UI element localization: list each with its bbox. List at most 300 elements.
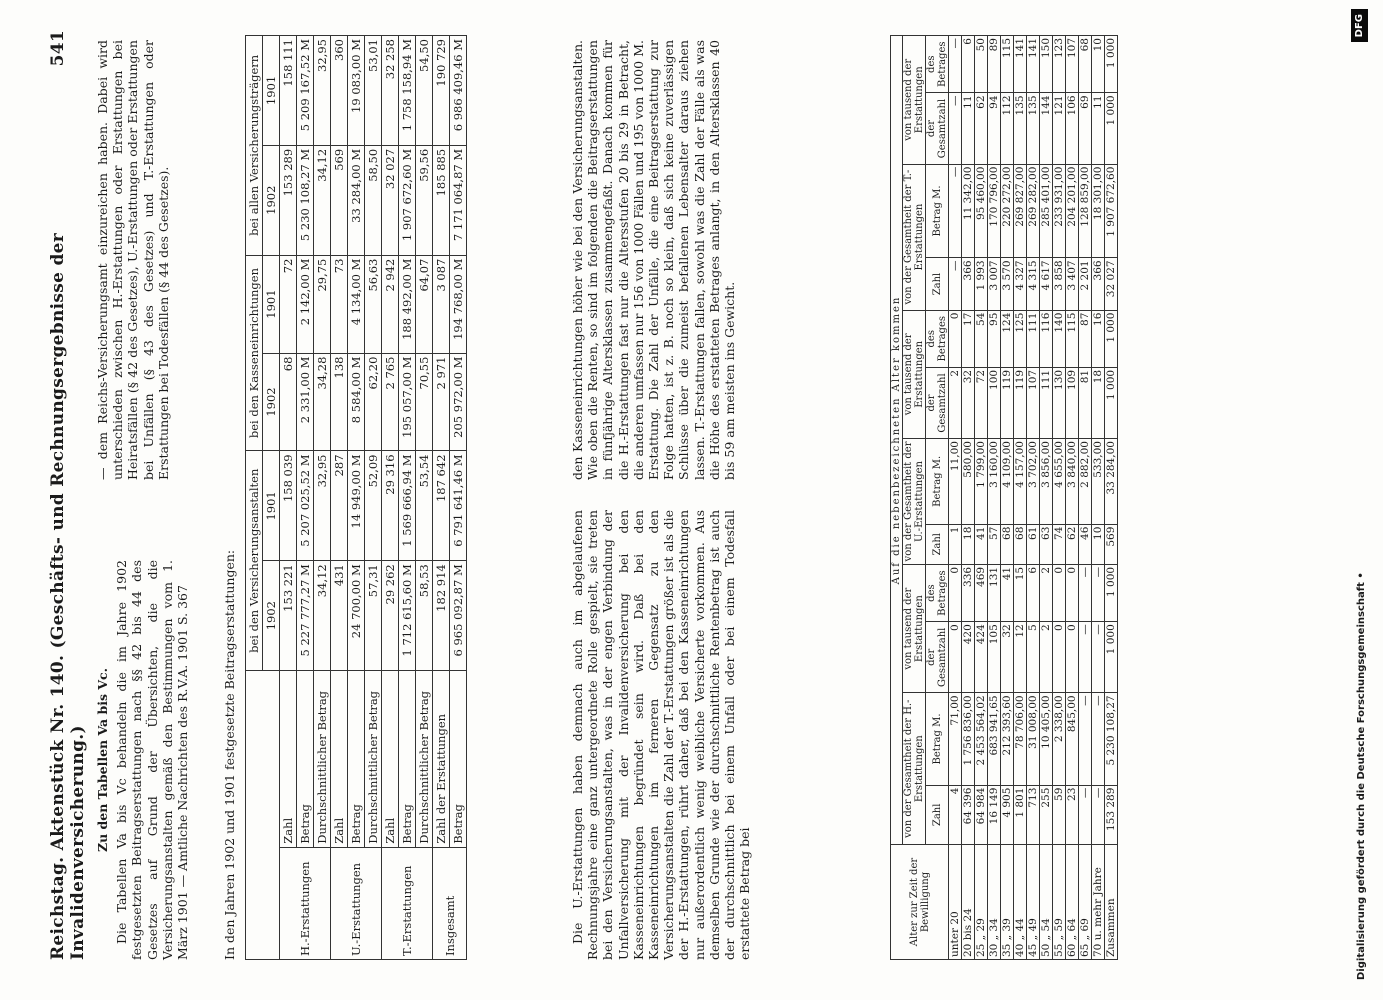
t1-cell: 4 134,00 M [348,255,365,353]
t2-cell: 95 460,00 [975,164,988,258]
credit-text: Digitalisierung gefördert durch die Deutsche Forschungsgemeinschaft • [1356,572,1367,980]
t2-cell: 95 [988,310,1001,367]
t1-cell: 5 227 777,27 M [297,561,314,671]
t2-cell: 170 796,00 [988,164,1001,258]
t2-cell: 4 905 [1001,785,1014,844]
t2-cell: 100 [988,367,1001,438]
t2-cell: 135 [1014,93,1027,164]
t1-year: 1901 [263,36,280,146]
t2-group-header: von tausend der Erstattungen [903,310,926,438]
t2-cell: — [949,164,962,258]
t1-cell: 29 316 [382,451,399,561]
t2-cell: 50 [975,36,988,93]
t1-row-label: Betrag [450,671,467,848]
table-row [297,36,314,960]
t1-cell: 2 765 [382,353,399,451]
t2-cell: — [1092,693,1105,785]
t2-cell: 10 405,00 [1040,693,1053,785]
table-row [1040,36,1053,960]
table-row [1053,36,1066,960]
t2-cell: 1 907 672,60 [1105,164,1118,258]
t2-subheader: des Betrages [926,310,949,367]
intro-right-text: — dem Reichs-Versicherungsamt einzureichen haben. Dabei wird unterschieden zwischen H.-Erstattungen oder Erstattungen bei Heiratsfällen (§ 42 des Gesetzes), U.-Erstattungen oder Erstattungen bei Unfällen (§ 43 des Gesetzes) und T.-Erstattungen oder Erstattungen bei Todesfällen (§ 44 des Gesetzes). [95,40,171,480]
t1-group-label: U.-Erstattungen [331,847,382,959]
t2-cell: 204 201,00 [1066,164,1079,258]
t2-cell: 123 [1053,36,1066,93]
t2-cell: — [1092,785,1105,844]
t2-cell: 6 [1027,564,1040,621]
t1-cell: 1 569 666,94 M [399,451,416,561]
t1-corner [246,671,280,960]
t2-cell: 71,00 [949,693,962,785]
page-header [40,30,88,960]
t2-cell: 533,00 [1092,439,1105,525]
t2-body [949,36,1118,960]
t1-cell: 2 142,00 M [297,255,314,353]
t2-cell: 140 [1053,310,1066,367]
t2-group-header: von der Gesamtheit der U.-Erstattungen [903,439,926,565]
t2-cell: 41 [1001,564,1014,621]
header-title: Reichstag. Aktenstück Nr. 140. (Geschäfts- und Rechnungsergebnisse der Invalidenversicherung.) [48,232,88,960]
t2-cell: 116 [1040,310,1053,367]
t2-age-label: 35 „ 39 [1001,845,1014,960]
t2-title: Auf die nebenbezeichneten Alter kommen [891,36,903,845]
t2-cell: 3 570 [1001,258,1014,310]
t2-age-label: 50 „ 54 [1040,845,1053,960]
t1-cell: 205 972,00 M [450,353,467,451]
t1-cell: 54,50 [416,36,433,146]
t2-cell: 5 [1027,622,1040,693]
t1-cell: 57,31 [365,561,382,671]
t2-cell: 11 [962,93,975,164]
t2-cell: — [1079,564,1092,621]
t1-cell: 70,55 [416,353,433,451]
t1-cell: 52,09 [365,451,382,561]
t2-cell: 62 [975,93,988,164]
t2-subheader-row [926,36,949,960]
t1-group-header: bei den Kasseneinrichtungen [246,255,263,451]
t2-cell: 0 [1066,564,1079,621]
t2-cell: 3 007 [988,258,1001,310]
t2-cell: 424 [975,622,988,693]
t2-cell: 233 931,00 [1053,164,1066,258]
t2-subheader: Betrag M. [926,164,949,258]
t1-cell: 188 492,00 M [399,255,416,353]
t2-subheader: der Gesamtzahl [926,367,949,438]
t2-cell: 81 [1079,367,1092,438]
t2-cell: 2 338,00 [1053,693,1066,785]
paragraph-left [570,510,756,960]
t2-cell: 11 [1092,93,1105,164]
t2-cell: 255 [1040,785,1053,844]
t2-cell: 16 [1092,310,1105,367]
paragraph-right-text: den Kasseneinrichtungen höher wie bei den Versicherungsanstalten. Wie oben die Renten, so sind im folgenden die Beitragserstattungen in fünfjährige Altersklassen zusammengefaßt. Danach kommen für die H.-Erstattungen fast nur die Altersstufen 20 bis 29 in Betracht, die anderen umfassen nur 156 von 1000 Fällen und 195 von 1000 M. Erstattung. Die Zahl der Unfälle, die eine Beitragserstattung zur Folge hatten, ist z. B. noch so klein, daß sich keine zuverlässigen Schlüsse über die zumeist befallenen Lebensalter daraus ziehen lassen. T.-Erstattungen fallen, sowohl was die Zahl der Fälle als was die Höhe des erstatteten Betrages anlangt, in den Altersklassen 40 bis 59 am meisten ins Gewicht. [570,40,738,480]
t2-cell: 115 [1066,310,1079,367]
age-distribution-table [890,35,1118,960]
t2-cell: 713 [1027,785,1040,844]
table-row [1092,36,1105,960]
t2-cell: 61 [1027,524,1040,564]
t2-cell: 57 [988,524,1001,564]
t2-cell: 16 149 [988,785,1001,844]
t2-cell: 11 342,00 [962,164,975,258]
t2-cell: 569 [1105,524,1118,564]
t1-cell: 73 [331,255,348,353]
t2-cell: — [949,93,962,164]
t2-cell: 1 000 [1105,564,1118,621]
t1-cell: 153 289 [280,145,297,255]
t2-cell: — [1079,785,1092,844]
table-row [1066,36,1079,960]
t1-cell: 187 642 [433,451,450,561]
t1-group-label: T.-Erstattungen [382,847,433,959]
t2-cell: 2 201 [1079,258,1092,310]
t2-age-header: Alter zur Zeit der Bewilligung [891,845,949,960]
t2-cell: 109 [1066,367,1079,438]
table-row [331,36,348,960]
t2-cell: 63 [1040,524,1053,564]
t2-cell: 87 [1079,310,1092,367]
t2-cell: 1 801 [1014,785,1027,844]
table-row [988,36,1001,960]
t1-cell: 158 039 [280,451,297,561]
t2-cell: 74 [1053,524,1066,564]
t1-cell: 360 [331,36,348,146]
t1-cell: 2 942 [382,255,399,353]
t2-cell: 580,00 [962,439,975,525]
t2-cell: 3 856,00 [1040,439,1053,525]
t2-cell: 62 [1066,524,1079,564]
t2-cell: 845,00 [1066,693,1079,785]
t1-cell: 53,54 [416,451,433,561]
t1-cell: 6 965 092,87 M [450,561,467,671]
t1-cell: 190 729 [433,36,450,146]
table-row [365,36,382,960]
t2-age-label: 30 „ 34 [988,845,1001,960]
t1-cell: 68 [280,353,297,451]
t2-cell: 5 230 108,27 [1105,693,1118,785]
t2-cell: 0 [949,310,962,367]
t2-cell: 128 859,00 [1079,164,1092,258]
t1-cell: 34,12 [314,145,331,255]
t2-cell: 64 396 [962,785,975,844]
t2-cell: 18 [1092,367,1105,438]
t2-cell: 144 [1040,93,1053,164]
t2-cell: 112 [1001,93,1014,164]
t2-cell: — [1079,622,1092,693]
t2-cell: 2 [1040,622,1053,693]
t2-age-label: 45 „ 49 [1027,845,1040,960]
t2-cell: 2 [949,367,962,438]
t2-cell: 1 000 [1105,310,1118,367]
t2-cell: 41 [975,524,988,564]
t2-cell: 111 [1027,310,1040,367]
t1-cell: 287 [331,451,348,561]
t2-subheader: des Betrages [926,564,949,621]
t2-cell: 72 [975,367,988,438]
t2-group-header: von der Gesamtheit der T.-Erstattungen [903,164,926,310]
t2-cell: 420 [962,622,975,693]
t2-cell: 106 [1066,93,1079,164]
t2-cell: 0 [1053,564,1066,621]
t2-group-header: von der Gesamtheit der H.-Erstattungen [903,693,926,845]
table-row [1079,36,1092,960]
t2-cell: 33 284,00 [1105,439,1118,525]
t1-cell: 3 087 [433,255,450,353]
t1-cell: 32,95 [314,451,331,561]
t2-cell: 3 160,00 [988,439,1001,525]
t1-cell: 64,07 [416,255,433,353]
t2-cell: 4 315 [1027,258,1040,310]
t2-subheader: Zahl [926,258,949,310]
t2-subheader: der Gesamtzahl [926,622,949,693]
intro-heading: Zu den Tabellen Va bis Vc. [95,667,110,853]
table-row [416,36,433,960]
t1-cell: 32 027 [382,145,399,255]
t2-cell: 107 [1066,36,1079,93]
t2-cell: 366 [1092,258,1105,310]
t2-cell: 54 [975,310,988,367]
t2-cell: 68 [1014,524,1027,564]
t2-cell: 1 000 [1105,36,1118,93]
t2-subheader: des Betrages [926,36,949,93]
t2-cell: 4 157,00 [1014,439,1027,525]
t1-cell: 19 083,00 M [348,36,365,146]
t2-cell: 141 [1027,36,1040,93]
t1-cell: 34,12 [314,561,331,671]
t2-subheader: Zahl [926,524,949,564]
t2-cell: 135 [1027,93,1040,164]
t2-cell: 18 [962,524,975,564]
t1-group-header: bei den Versicherungsanstalten [246,451,263,671]
t1-row-label: Betrag [399,671,416,848]
table-row [280,36,297,960]
t2-subheader: der Gesamtzahl [926,93,949,164]
t2-cell: 4 617 [1040,258,1053,310]
t2-cell: 15 [1014,564,1027,621]
t2-cell: 3 702,00 [1027,439,1040,525]
t1-cell: 72 [280,255,297,353]
table-row [433,36,450,960]
t2-cell: 4 655,00 [1053,439,1066,525]
t1-cell: 182 914 [433,561,450,671]
paragraph-right [570,40,741,480]
t2-cell: 269 827,00 [1014,164,1027,258]
t1-cell: 56,63 [365,255,382,353]
t2-age-label: Zusammen [1105,845,1118,960]
t2-cell: 131 [988,564,1001,621]
t2-cell: 469 [975,564,988,621]
t1-cell: 24 700,00 M [348,561,365,671]
t1-cell: 2 971 [433,353,450,451]
t2-cell: 366 [962,258,975,310]
t2-cell: 94 [988,93,1001,164]
t2-cell: — [1079,693,1092,785]
t2-age-label: 40 „ 44 [1014,845,1027,960]
t2-cell: 0 [949,564,962,621]
t1-cell: 158 111 [280,36,297,146]
t2-group-header: von tausend der Erstattungen [903,564,926,692]
t2-cell: 64 984 [975,785,988,844]
subheading-text: In den Jahren 1902 und 1901 festgesetzte Beitragserstattungen: [222,549,237,960]
t1-row-label: Zahl [280,671,297,848]
t2-cell: 111 [1040,367,1053,438]
t1-cell: 53,01 [365,36,382,146]
table-row [348,36,365,960]
t2-age-label: 70 u. mehr Jahre [1092,845,1105,960]
t1-cell: 29,75 [314,255,331,353]
t2-cell: 4 109,00 [1001,439,1014,525]
t1-cell: 58,50 [365,145,382,255]
t2-cell: 336 [962,564,975,621]
t1-cell: 569 [331,145,348,255]
intro-left-text: Die Tabellen Va bis Vc behandeln die im Jahre 1902 festgesetzten Beitragserstattungen nach §§ 42 bis 44 des Gesetzes auf Grund der Übersichten, die die Versicherungsanstalten gemäß den Bestimmungen vom 1. März 1901 — Amtliche Nachrichten des R.V.A. 1901 S. 367 [114,560,191,960]
t1-cell: 7 171 064,87 M [450,145,467,255]
t2-cell: 59 [1053,785,1066,844]
t2-cell: 0 [1053,622,1066,693]
t2-cell: 78 706,00 [1014,693,1027,785]
t2-cell: 4 [949,785,962,844]
t2-cell: 17 [962,310,975,367]
t2-cell: 10 [1092,524,1105,564]
t2-cell: 68 [1079,36,1092,93]
t2-cell: 68 [1001,524,1014,564]
t2-cell: 46 [1079,524,1092,564]
t2-cell: 89 [988,36,1001,93]
t2-cell: 119 [1001,367,1014,438]
t1-cell: 5 209 167,52 M [297,36,314,146]
t2-cell: 11,00 [949,439,962,525]
table-row [962,36,975,960]
table-row [949,36,962,960]
t2-cell: — [1092,622,1105,693]
t2-cell: 1 799,00 [975,439,988,525]
subheading [222,520,241,960]
t2-group-header: von tausend der Erstattungen [903,36,926,165]
t1-cell: 33 284,00 M [348,145,365,255]
t2-cell: 3 840,00 [1066,439,1079,525]
table-row [314,36,331,960]
t2-cell: 141 [1014,36,1027,93]
intro-right [95,40,175,480]
t2-cell: 0 [949,622,962,693]
t2-cell: 0 [1066,622,1079,693]
t2-cell: 115 [1001,36,1014,93]
paragraph-left-text: Die U.-Erstattungen haben demnach auch im abgelaufenen Rechnungsjahre eine ganz untergeordnete Rolle gespielt, sie treten bei den Versicherungsanstalten, was in der engen Verbindung der Unfallversicherung mit der Invalidenversicherung bei den Kasseneinrichtungen begründet sein wird. Daß bei den Kasseneinrichtungen im ferneren Gegensatz zu den Versicherungsanstalten die Zahl der T.-Erstattungen größer ist als die der H.-Erstattungen, rührt daher, daß bei den Kasseneinrichtungen nur außerordentlich wenig weibliche Versicherte vorkommen. Aus demselben Grunde wie der durchschnittliche Rentenbetrag ist auch der durchschnittlich bei einem Unfall oder bei einem Todesfall erstattete Betrag bei [570,510,753,960]
t1-cell: 6 791 641,46 M [450,451,467,561]
t2-cell: 220 272,00 [1001,164,1014,258]
t2-cell: 212 393,60 [1001,693,1014,785]
t1-cell: 62,20 [365,353,382,451]
t1-cell: 2 331,00 M [297,353,314,451]
t2-cell: 32 027 [1105,258,1118,310]
table-row [1014,36,1027,960]
t1-row-label: Zahl [382,671,399,848]
t2-cell: 23 [1066,785,1079,844]
t2-cell: 285 401,00 [1040,164,1053,258]
t2-cell: 1 [949,524,962,564]
t1-cell: 153 221 [280,561,297,671]
t1-cell: 6 986 409,46 M [450,36,467,146]
table-row [975,36,988,960]
t2-cell: 10 [1092,36,1105,93]
table-row [1001,36,1014,960]
t2-cell: 105 [988,622,1001,693]
t2-age-label: 25 „ 29 [975,845,988,960]
t1-cell: 59,56 [416,145,433,255]
t2-cell: 1 993 [975,258,988,310]
t2-age-label: 55 „ 59 [1053,845,1066,960]
t2-cell: 150 [1040,36,1053,93]
t2-subheader: Betrag M. [926,439,949,525]
t2-subheader: Betrag M. [926,693,949,785]
t1-cell: 1 907 672,60 M [399,145,416,255]
t2-cell: 3 407 [1066,258,1079,310]
t1-cell: 32 258 [382,36,399,146]
t1-row-label: Zahl der Erstattungen [433,671,450,848]
t1-cell: 58,53 [416,561,433,671]
t1-group-header: bei allen Versicherungsträgern [246,36,263,256]
t2-cell: 107 [1027,367,1040,438]
t2-cell: 1 000 [1105,367,1118,438]
t2-cell: — [1092,564,1105,621]
t2-cell: 124 [1001,310,1014,367]
t1-year: 1902 [263,353,280,451]
t2-cell: 125 [1014,310,1027,367]
dfg-logo: DFG [1351,9,1368,42]
t1-year: 1901 [263,255,280,353]
t2-cell: 2 453 564,02 [975,693,988,785]
t1-row-label: Betrag [348,671,365,848]
t2-age-label: unter 20 [949,845,962,960]
t1-row-label: Durchschnittlicher Betrag [416,671,433,848]
t2-cell: 6 [962,36,975,93]
t2-cell: 1 000 [1105,93,1118,164]
t1-cell: 8 584,00 M [348,353,365,451]
t2-cell: 121 [1053,93,1066,164]
t1-row-label: Durchschnittlicher Betrag [365,671,382,848]
t2-cell: 1 756 836,00 [962,693,975,785]
t1-cell: 194 768,00 M [450,255,467,353]
t1-cell: 195 057,00 M [399,353,416,451]
t1-group-label: Insgesamt [433,847,467,959]
t1-group-label: H.-Erstattungen [280,847,331,959]
page-number: 541 [48,30,68,67]
table-row [399,36,416,960]
t1-cell: 34,28 [314,353,331,451]
table-row [450,36,467,960]
t1-year: 1902 [263,145,280,255]
t2-cell: 683 941,65 [988,693,1001,785]
t2-cell: 153 289 [1105,785,1118,844]
t1-cell: 138 [331,353,348,451]
t1-cell: 5 207 025,52 M [297,451,314,561]
t2-cell: 32 [1001,622,1014,693]
t1-cell: 431 [331,561,348,671]
t2-age-label: 65 „ 69 [1079,845,1092,960]
t2-cell: 31 008,00 [1027,693,1040,785]
t2-cell: 4 327 [1014,258,1027,310]
t1-year: 1902 [263,561,280,671]
table-row [382,36,399,960]
table-row [1027,36,1040,960]
t2-cell: 119 [1014,367,1027,438]
t2-cell: 130 [1053,367,1066,438]
t2-age-label: 20 bis 24 [962,845,975,960]
t1-cell: 5 230 108,27 M [297,145,314,255]
refund-table-1902-1901 [245,35,467,960]
t1-row-label: Zahl [331,671,348,848]
